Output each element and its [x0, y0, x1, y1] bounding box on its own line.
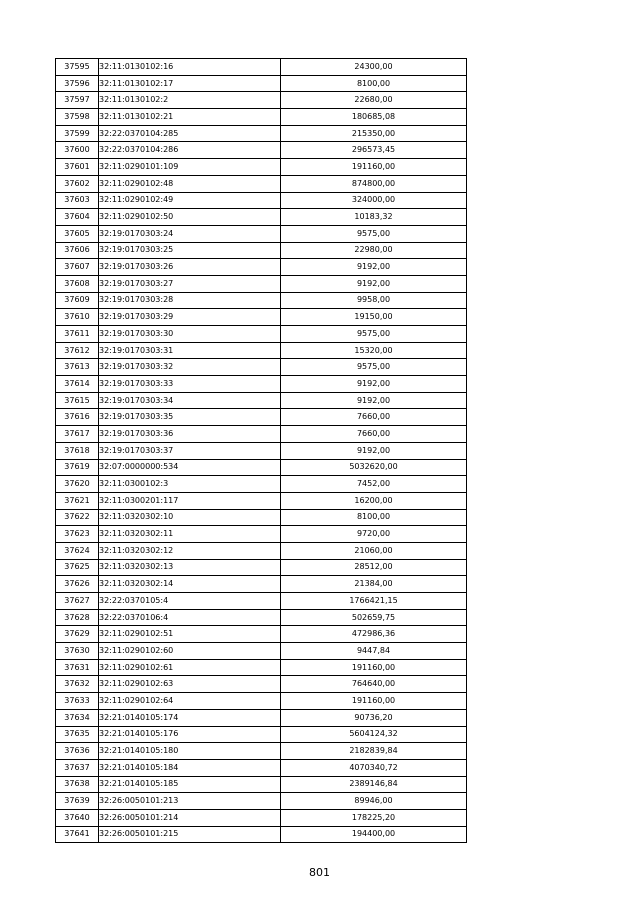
table-row: [56, 292, 467, 309]
value-cell: 178225,20: [281, 809, 467, 826]
cadastral-number-cell: 32:26:0050101:215: [99, 826, 281, 843]
table-row: [56, 726, 467, 743]
cadastral-number-cell: 32:11:0320302:11: [99, 526, 281, 543]
cadastral-number-cell: 32:11:0320302:12: [99, 542, 281, 559]
row-number-cell: 37613: [56, 359, 99, 376]
value-cell: 89946,00: [281, 793, 467, 810]
value-cell: 90736,20: [281, 709, 467, 726]
value-cell: 5604124,32: [281, 726, 467, 743]
value-cell: 21060,00: [281, 542, 467, 559]
table-row: [56, 509, 467, 526]
row-number-cell: 37629: [56, 626, 99, 643]
table-row: [56, 442, 467, 459]
value-cell: 22980,00: [281, 242, 467, 259]
row-number-cell: 37621: [56, 492, 99, 509]
cadastral-number-cell: 32:11:0320302:13: [99, 559, 281, 576]
cadastral-number-cell: 32:26:0050101:214: [99, 809, 281, 826]
table-row: [56, 359, 467, 376]
value-cell: 191160,00: [281, 159, 467, 176]
value-cell: 1766421,15: [281, 593, 467, 610]
cadastral-number-cell: 32:11:0290102:60: [99, 643, 281, 660]
value-cell: 7660,00: [281, 409, 467, 426]
value-cell: 296573,45: [281, 142, 467, 159]
table-row: [56, 159, 467, 176]
row-number-cell: 37632: [56, 676, 99, 693]
row-number-cell: 37628: [56, 609, 99, 626]
value-cell: 4070340,72: [281, 759, 467, 776]
row-number-cell: 37597: [56, 92, 99, 109]
cadastral-number-cell: 32:19:0170303:29: [99, 309, 281, 326]
table-row: [56, 776, 467, 793]
cadastral-number-cell: 32:21:0140105:180: [99, 743, 281, 760]
value-cell: 764640,00: [281, 676, 467, 693]
cadastral-number-cell: 32:11:0290102:49: [99, 192, 281, 209]
row-number-cell: 37607: [56, 259, 99, 276]
table-row: [56, 275, 467, 292]
cadastral-number-cell: 32:11:0320302:14: [99, 576, 281, 593]
row-number-cell: 37611: [56, 326, 99, 343]
table-row: [56, 142, 467, 159]
table-row: [56, 426, 467, 443]
cadastral-number-cell: 32:19:0170303:36: [99, 426, 281, 443]
cadastral-number-cell: 32:11:0290102:48: [99, 175, 281, 192]
value-cell: 19150,00: [281, 309, 467, 326]
table-row: [56, 626, 467, 643]
table-row: [56, 225, 467, 242]
table-row: [56, 826, 467, 843]
value-cell: 10183,32: [281, 209, 467, 226]
table-row: [56, 392, 467, 409]
cadastral-number-cell: 32:11:0130102:16: [99, 59, 281, 76]
value-cell: 9192,00: [281, 376, 467, 393]
row-number-cell: 37619: [56, 459, 99, 476]
table-row: [56, 209, 467, 226]
value-cell: 21384,00: [281, 576, 467, 593]
table-row: [56, 659, 467, 676]
table-row: [56, 459, 467, 476]
row-number-cell: 37615: [56, 392, 99, 409]
table-row: [56, 125, 467, 142]
value-cell: 324000,00: [281, 192, 467, 209]
cadastral-number-cell: 32:11:0290102:64: [99, 693, 281, 710]
cadastral-number-cell: 32:11:0290102:63: [99, 676, 281, 693]
table-row: [56, 376, 467, 393]
cadastral-number-cell: 32:11:0290102:51: [99, 626, 281, 643]
value-cell: 2182839,84: [281, 743, 467, 760]
cadastral-number-cell: 32:11:0130102:17: [99, 75, 281, 92]
cadastral-number-cell: 32:21:0140105:174: [99, 709, 281, 726]
cadastral-number-cell: 32:19:0170303:24: [99, 225, 281, 242]
cadastral-number-cell: 32:19:0170303:25: [99, 242, 281, 259]
row-number-cell: 37637: [56, 759, 99, 776]
row-number-cell: 37634: [56, 709, 99, 726]
table-row: [56, 809, 467, 826]
table-row: [56, 192, 467, 209]
value-cell: 9192,00: [281, 442, 467, 459]
value-cell: 9192,00: [281, 275, 467, 292]
cadastral-number-cell: 32:07:0000000:534: [99, 459, 281, 476]
table-row: [56, 92, 467, 109]
value-cell: 472986,36: [281, 626, 467, 643]
value-cell: 5032620,00: [281, 459, 467, 476]
cadastral-number-cell: 32:11:0290102:61: [99, 659, 281, 676]
value-cell: 9958,00: [281, 292, 467, 309]
value-cell: 2389146,84: [281, 776, 467, 793]
value-cell: 9447,84: [281, 643, 467, 660]
row-number-cell: 37626: [56, 576, 99, 593]
table-row: [56, 593, 467, 610]
cadastral-number-cell: 32:19:0170303:31: [99, 342, 281, 359]
row-number-cell: 37617: [56, 426, 99, 443]
row-number-cell: 37625: [56, 559, 99, 576]
value-cell: 874800,00: [281, 175, 467, 192]
value-cell: 9575,00: [281, 359, 467, 376]
row-number-cell: 37614: [56, 376, 99, 393]
value-cell: 215350,00: [281, 125, 467, 142]
cadastral-number-cell: 32:11:0130102:2: [99, 92, 281, 109]
value-cell: 9192,00: [281, 392, 467, 409]
row-number-cell: 37618: [56, 442, 99, 459]
table-row: [56, 609, 467, 626]
row-number-cell: 37620: [56, 476, 99, 493]
cadastral-number-cell: 32:22:0370104:285: [99, 125, 281, 142]
row-number-cell: 37610: [56, 309, 99, 326]
row-number-cell: 37631: [56, 659, 99, 676]
cadastral-value-table: [55, 58, 467, 843]
cadastral-number-cell: 32:19:0170303:27: [99, 275, 281, 292]
row-number-cell: 37608: [56, 275, 99, 292]
row-number-cell: 37601: [56, 159, 99, 176]
cadastral-number-cell: 32:22:0370105:4: [99, 593, 281, 610]
row-number-cell: 37605: [56, 225, 99, 242]
row-number-cell: 37641: [56, 826, 99, 843]
cadastral-number-cell: 32:26:0050101:213: [99, 793, 281, 810]
table-row: [56, 242, 467, 259]
cadastral-number-cell: 32:19:0170303:26: [99, 259, 281, 276]
cadastral-number-cell: 32:11:0320302:10: [99, 509, 281, 526]
value-cell: 8100,00: [281, 75, 467, 92]
table-row: [56, 342, 467, 359]
value-cell: 9575,00: [281, 326, 467, 343]
row-number-cell: 37600: [56, 142, 99, 159]
row-number-cell: 37598: [56, 109, 99, 126]
value-cell: 191160,00: [281, 659, 467, 676]
cadastral-number-cell: 32:22:0370106:4: [99, 609, 281, 626]
cadastral-number-cell: 32:11:0300201:117: [99, 492, 281, 509]
table-row: [56, 326, 467, 343]
cadastral-number-cell: 32:11:0300102:3: [99, 476, 281, 493]
table-row: [56, 476, 467, 493]
row-number-cell: 37603: [56, 192, 99, 209]
table-row: [56, 175, 467, 192]
row-number-cell: 37627: [56, 593, 99, 610]
cadastral-number-cell: 32:19:0170303:32: [99, 359, 281, 376]
row-number-cell: 37636: [56, 743, 99, 760]
value-cell: 194400,00: [281, 826, 467, 843]
row-number-cell: 37640: [56, 809, 99, 826]
row-number-cell: 37616: [56, 409, 99, 426]
table-row: [56, 743, 467, 760]
value-cell: 8100,00: [281, 509, 467, 526]
row-number-cell: 37612: [56, 342, 99, 359]
cadastral-number-cell: 32:19:0170303:37: [99, 442, 281, 459]
table-row: [56, 542, 467, 559]
cadastral-number-cell: 32:19:0170303:34: [99, 392, 281, 409]
row-number-cell: 37606: [56, 242, 99, 259]
value-cell: 15320,00: [281, 342, 467, 359]
table-row: [56, 793, 467, 810]
table-row: [56, 559, 467, 576]
table-row: [56, 409, 467, 426]
table-row: [56, 259, 467, 276]
row-number-cell: 37602: [56, 175, 99, 192]
value-cell: 9575,00: [281, 225, 467, 242]
row-number-cell: 37596: [56, 75, 99, 92]
row-number-cell: 37623: [56, 526, 99, 543]
value-cell: 180685,08: [281, 109, 467, 126]
cadastral-number-cell: 32:19:0170303:28: [99, 292, 281, 309]
table-row: [56, 526, 467, 543]
row-number-cell: 37638: [56, 776, 99, 793]
row-number-cell: 37639: [56, 793, 99, 810]
table-row: [56, 759, 467, 776]
value-cell: 9192,00: [281, 259, 467, 276]
cadastral-number-cell: 32:11:0290102:50: [99, 209, 281, 226]
table-row: [56, 576, 467, 593]
value-cell: 16200,00: [281, 492, 467, 509]
cadastral-number-cell: 32:19:0170303:35: [99, 409, 281, 426]
cadastral-number-cell: 32:21:0140105:184: [99, 759, 281, 776]
value-cell: 28512,00: [281, 559, 467, 576]
row-number-cell: 37624: [56, 542, 99, 559]
cadastral-number-cell: 32:19:0170303:33: [99, 376, 281, 393]
cadastral-number-cell: 32:21:0140105:176: [99, 726, 281, 743]
row-number-cell: 37599: [56, 125, 99, 142]
row-number-cell: 37595: [56, 59, 99, 76]
cadastral-number-cell: 32:21:0140105:185: [99, 776, 281, 793]
value-cell: 9720,00: [281, 526, 467, 543]
value-cell: 7452,00: [281, 476, 467, 493]
row-number-cell: 37635: [56, 726, 99, 743]
value-cell: 22680,00: [281, 92, 467, 109]
table-row: [56, 75, 467, 92]
table-row: [56, 709, 467, 726]
cadastral-number-cell: 32:11:0290101:109: [99, 159, 281, 176]
row-number-cell: 37604: [56, 209, 99, 226]
table-row: [56, 309, 467, 326]
row-number-cell: 37609: [56, 292, 99, 309]
cadastral-number-cell: 32:22:0370104:286: [99, 142, 281, 159]
table-row: [56, 643, 467, 660]
cadastral-number-cell: 32:11:0130102:21: [99, 109, 281, 126]
table-row: [56, 693, 467, 710]
row-number-cell: 37622: [56, 509, 99, 526]
table-row: [56, 59, 467, 76]
value-cell: 24300,00: [281, 59, 467, 76]
row-number-cell: 37633: [56, 693, 99, 710]
row-number-cell: 37630: [56, 643, 99, 660]
page-number: 801: [309, 866, 330, 879]
cadastral-number-cell: 32:19:0170303:30: [99, 326, 281, 343]
table-body: [56, 59, 467, 843]
value-cell: 191160,00: [281, 693, 467, 710]
value-cell: 502659,75: [281, 609, 467, 626]
table-row: [56, 492, 467, 509]
table-row: [56, 109, 467, 126]
value-cell: 7660,00: [281, 426, 467, 443]
table-row: [56, 676, 467, 693]
